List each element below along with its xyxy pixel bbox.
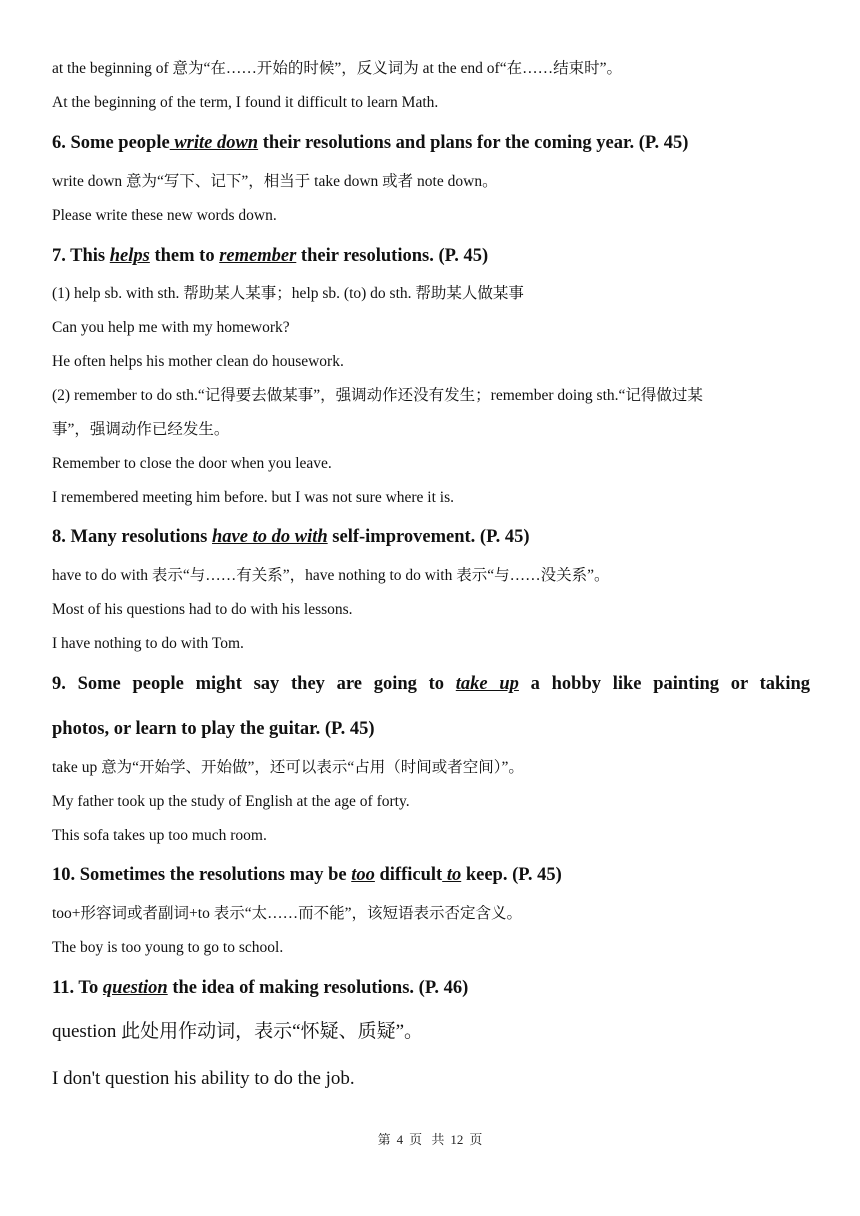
- footer-text: 页: [469, 1132, 483, 1147]
- example-line: At the beginning of the term, I found it difficult to learn Math.: [52, 94, 439, 111]
- example-line: This sofa takes up too much room.: [52, 827, 267, 844]
- heading-text: a hobby like painting or taking: [518, 674, 810, 694]
- heading-text: 6. Some people: [52, 133, 170, 153]
- example-line: I don't question his ability to do the job.: [52, 1068, 355, 1089]
- footer-text: 第: [377, 1132, 391, 1147]
- item-heading-10: [52, 863, 562, 887]
- heading-text: their resolutions. (P. 45): [296, 246, 489, 266]
- keyword: too: [351, 865, 375, 885]
- note-line: (2) remember to do sth.“记得要去做某事”，强调动作还没有发生；remember doing sth.“记得做过某: [52, 387, 703, 404]
- item-heading-7: [52, 244, 488, 268]
- item-heading-6: [52, 131, 688, 155]
- keyword: write down: [169, 133, 259, 153]
- keyword: helps: [109, 246, 150, 266]
- heading-text: 7. This: [52, 246, 110, 266]
- keyword: question: [102, 978, 168, 998]
- page-number: 4: [396, 1132, 404, 1147]
- example-line: I remembered meeting him before. but I was not sure where it is.: [52, 489, 455, 506]
- note-line: question 此处用作动词，表示“怀疑、质疑”。: [52, 1021, 424, 1042]
- item-heading-9-continued: photos, or learn to play the guitar. (P. 45): [52, 719, 375, 739]
- heading-text: 10. Sometimes the resolutions may be: [52, 865, 352, 885]
- example-line: Most of his questions had to do with his lessons.: [52, 601, 353, 618]
- keyword: have to do with: [212, 527, 328, 547]
- footer-text: 共: [431, 1132, 445, 1147]
- example-line: Can you help me with my homework?: [52, 319, 290, 336]
- page-footer: [0, 1129, 860, 1148]
- heading-text: them to: [149, 246, 220, 266]
- example-line: The boy is too young to go to school.: [52, 939, 284, 956]
- item-heading-8: [52, 525, 530, 549]
- heading-text: 11. To: [52, 978, 103, 998]
- example-line: He often helps his mother clean do housework.: [52, 353, 344, 370]
- heading-text: self-improvement. (P. 45): [327, 527, 530, 547]
- keyword: to: [442, 865, 462, 885]
- example-line: My father took up the study of English at the age of forty.: [52, 793, 410, 810]
- keyword: take up: [455, 674, 519, 694]
- item-heading-9: [52, 672, 810, 696]
- heading-text: difficult: [374, 865, 443, 885]
- note-line: have to do with 表示“与……有关系”，have nothing to do with 表示“与……没关系”。: [52, 567, 610, 584]
- item-heading-11: [52, 976, 468, 1000]
- heading-text: the idea of making resolutions. (P. 46): [167, 978, 469, 998]
- note-line: at the beginning of 意为“在……开始的时候”，反义词为 at the end of“在……结束时”。: [52, 60, 622, 77]
- example-line: I have nothing to do with Tom.: [52, 635, 244, 652]
- heading-text: 9. Some people might say they are going to: [52, 674, 456, 694]
- keyword: remember: [219, 246, 297, 266]
- note-line: (1) help sb. with sth. 帮助某人某事；help sb. (to) do sth. 帮助某人做某事: [52, 285, 524, 302]
- example-line: Please write these new words down.: [52, 207, 277, 224]
- footer-text: 页: [409, 1132, 423, 1147]
- note-line: write down 意为“写下、记下”，相当于 take down 或者 note down。: [52, 173, 498, 190]
- example-line: Remember to close the door when you leave.: [52, 455, 332, 472]
- note-line: too+形容词或者副词+to 表示“太……而不能”，该短语表示否定含义。: [52, 905, 522, 922]
- heading-text: 8. Many resolutions: [52, 527, 213, 547]
- heading-text: their resolutions and plans for the coming year. (P. 45): [258, 133, 689, 153]
- total-pages: 12: [450, 1132, 464, 1147]
- heading-text: keep. (P. 45): [461, 865, 562, 885]
- note-line: take up 意为“开始学、开始做”，还可以表示“占用（时间或者空间）”。: [52, 759, 524, 776]
- note-line: 事”，强调动作已经发生。: [52, 421, 230, 438]
